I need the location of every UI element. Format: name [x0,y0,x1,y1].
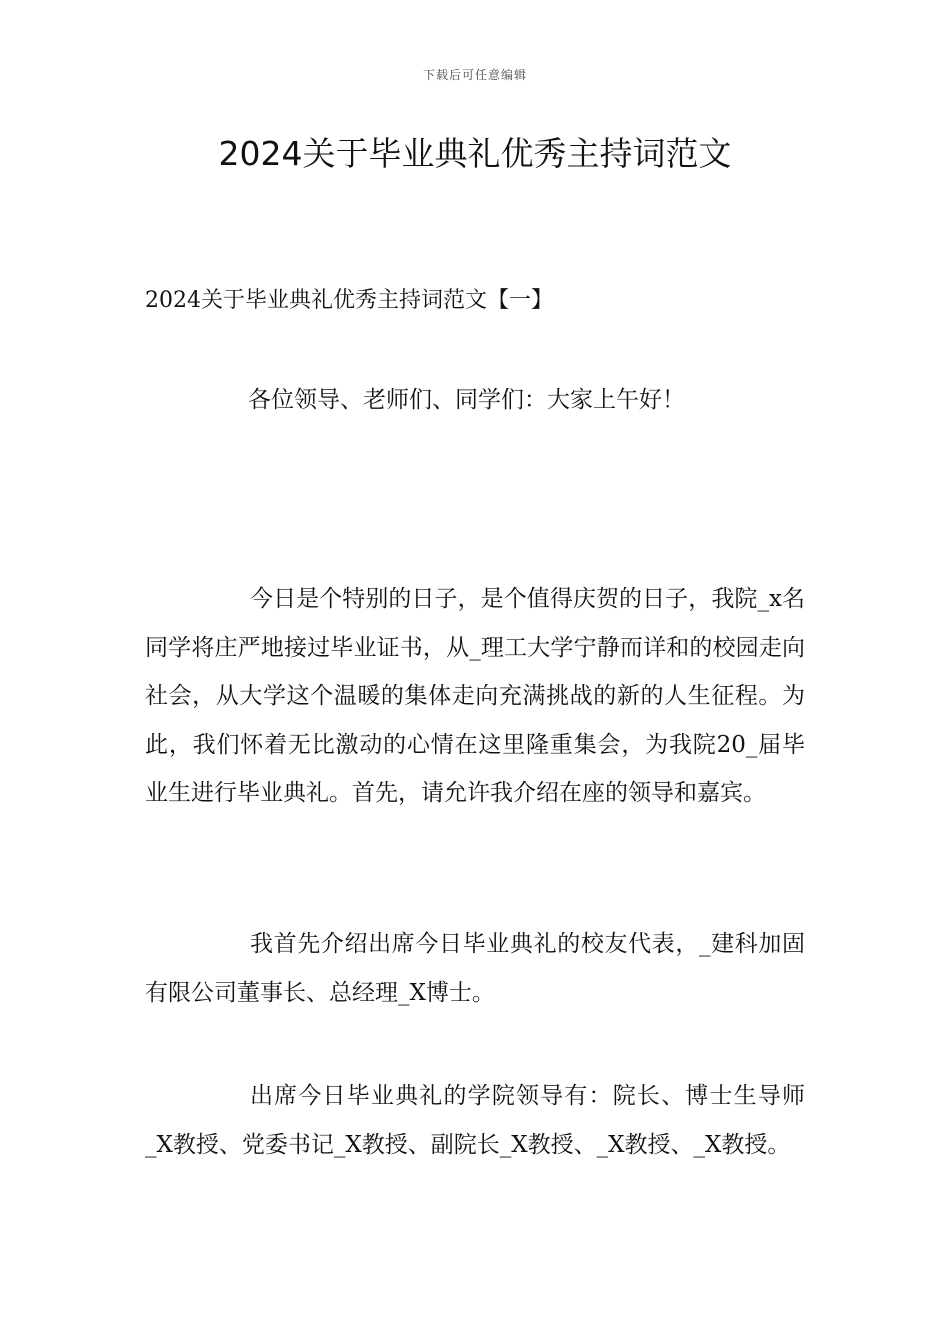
greeting-line: 各位领导、老师们、同学们：大家上午好！ [248,387,685,413]
header-note: 下载后可任意编辑 [422,68,527,82]
section-heading: 2024关于毕业典礼优秀主持词范文【一】 [145,288,553,313]
document-title: 2024关于毕业典礼优秀主持词范文 [218,134,732,173]
paragraph-alumni: 我首先介绍出席今日毕业典礼的校友代表，_建科加固有限公司董事长、总经理_X博士。 [145,931,805,1006]
paragraph-leaders: 出席今日毕业典礼的学院领导有：院长、博士生导师_X教授、党委书记_X教授、副院长_X教授、_X教授、_X教授。 [145,1083,805,1158]
paragraph-intro: 今日是个特别的日子，是个值得庆贺的日子，我院_x名同学将庄严地接过毕业证书，从_理工大学宁静而详和的校园走向社会，从大学这个温暖的集体走向充满挑战的新的人生征程。为此，我们怀着无比激动的心情在这里隆重集会，为我院20_届毕业生进行毕业典礼。首先，请允许我介绍在座的领导和嘉宾。 [145,586,805,806]
